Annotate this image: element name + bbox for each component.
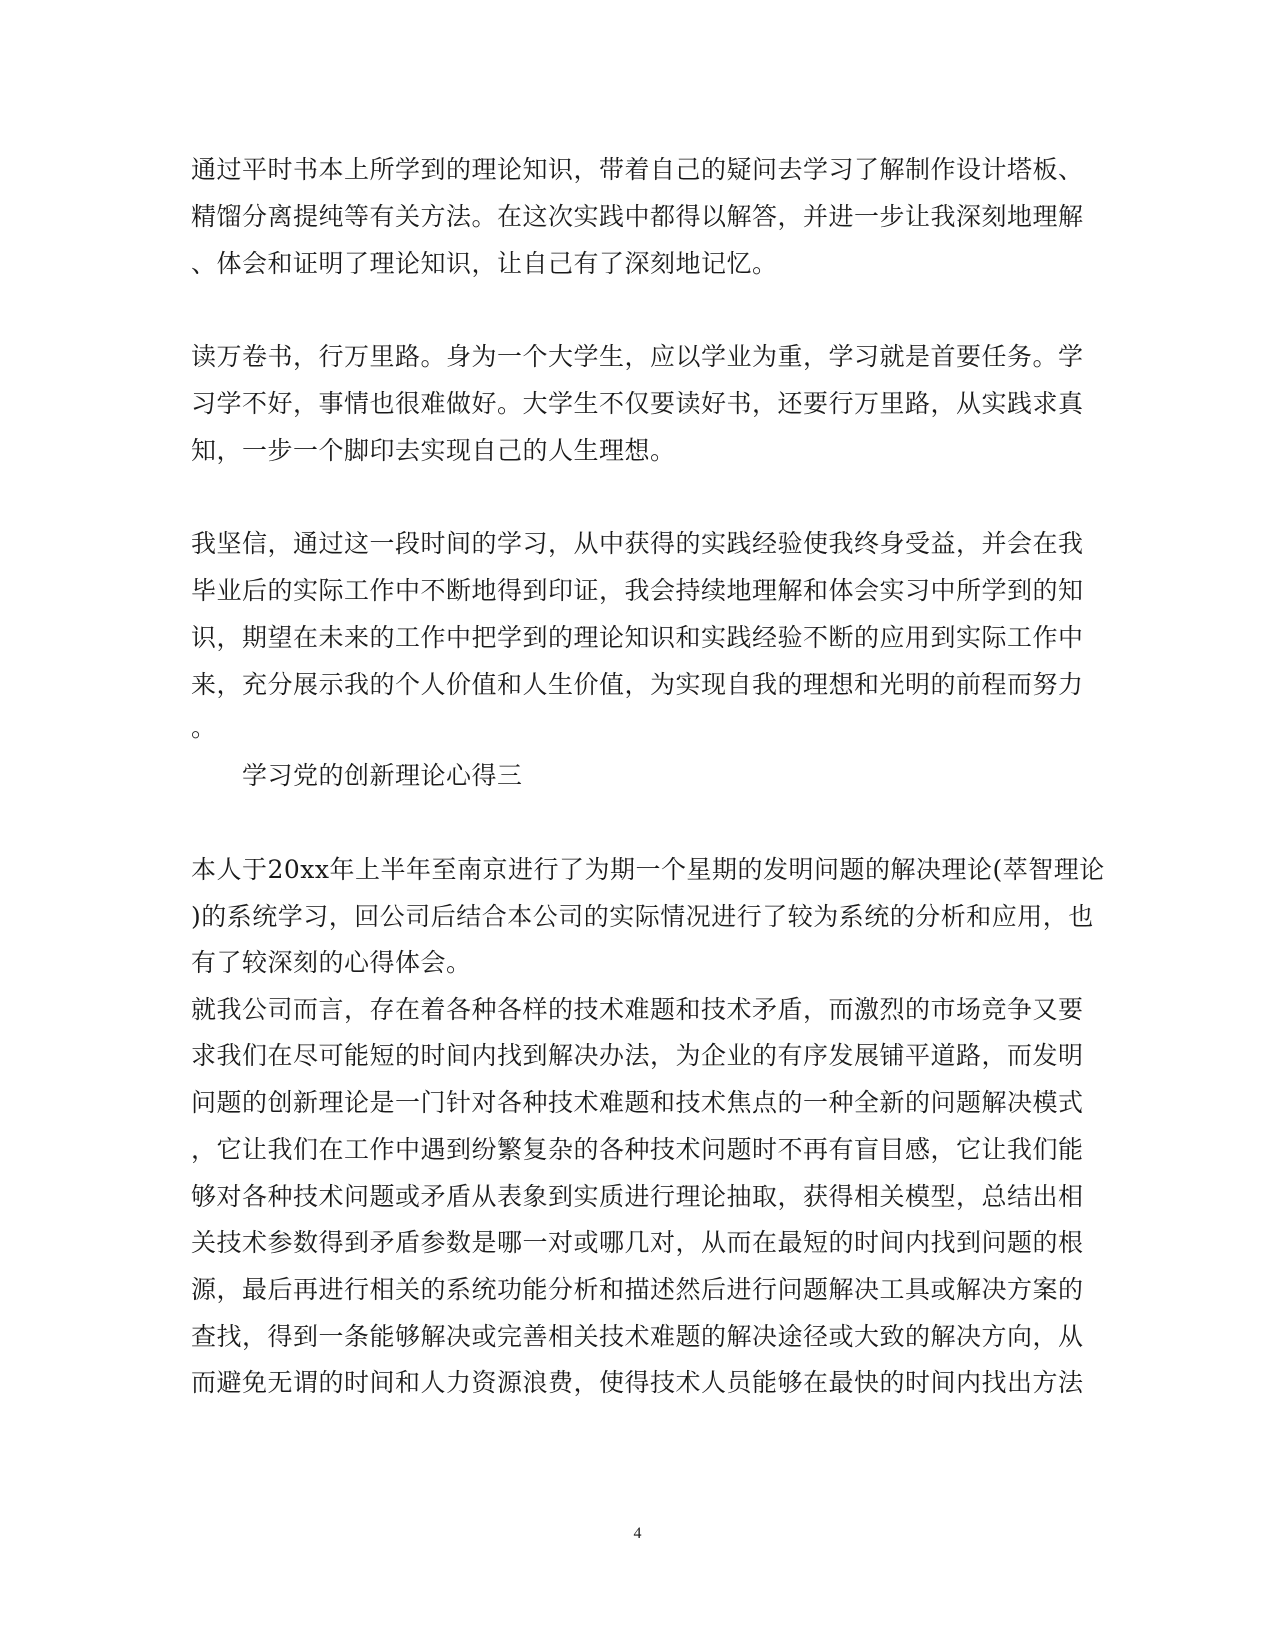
paragraph-5-line-9: 而避免无谓的时间和人力资源浪费，使得技术人员能够在最快的时间内找出方法 [191, 1368, 1084, 1397]
paragraph-5-line-8: 查找，得到一条能够解决或完善相关技术难题的解决途径或大致的解决方向，从 [191, 1322, 1084, 1351]
paragraph-5-line-4: ，它让我们在工作中遇到纷繁复杂的各种技术问题时不再有盲目感，它让我们能 [191, 1135, 1084, 1164]
section-title: 学习党的创新理论心得三 [242, 761, 523, 790]
paragraph-3-line-3: 识，期望在未来的工作中把学到的理论知识和实践经验不断的应用到实际工作中 [191, 623, 1084, 652]
paragraph-3-line-4: 来，充分展示我的个人价值和人生价值，为实现自我的理想和光明的前程而努力 [191, 670, 1084, 699]
paragraph-5-line-3: 问题的创新理论是一门针对各种技术难题和技术焦点的一种全新的问题解决模式 [191, 1088, 1084, 1117]
paragraph-2-line-2: 习学不好，事情也很难做好。大学生不仅要读好书，还要行万里路，从实践求真 [191, 389, 1084, 418]
paragraph-1-line-2: 精馏分离提纯等有关方法。在这次实践中都得以解答，并进一步让我深刻地理解 [191, 202, 1084, 231]
paragraph-4-line-1: 本人于20xx年上半年至南京进行了为期一个星期的发明问题的解决理论(萃智理论 [191, 855, 1105, 884]
paragraph-5-line-6: 关技术参数得到矛盾参数是哪一对或哪几对，从而在最短的时间内找到问题的根 [191, 1228, 1084, 1257]
paragraph-3-line-5: 。 [191, 713, 217, 742]
paragraph-5-line-5: 够对各种技术问题或矛盾从表象到实质进行理论抽取，获得相关模型，总结出相 [191, 1182, 1084, 1211]
paragraph-5-line-1: 就我公司而言，存在着各种各样的技术难题和技术矛盾，而激烈的市场竞争又要 [191, 995, 1084, 1024]
page-number: 4 [633, 1525, 642, 1542]
paragraph-3-line-1: 我坚信，通过这一段时间的学习，从中获得的实践经验使我终身受益，并会在我 [191, 529, 1084, 558]
paragraph-1-line-3: 、体会和证明了理论知识，让自己有了深刻地记忆。 [191, 249, 778, 278]
paragraph-2-line-1: 读万卷书，行万里路。身为一个大学生，应以学业为重，学习就是首要任务。学 [191, 342, 1084, 371]
paragraph-5-line-2: 求我们在尽可能短的时间内找到解决办法，为企业的有序发展铺平道路，而发明 [191, 1041, 1084, 1070]
paragraph-4-line-3: 有了较深刻的心得体会。 [191, 948, 472, 977]
paragraph-1-line-1: 通过平时书本上所学到的理论知识，带着自己的疑问去学习了解制作设计塔板、 [191, 155, 1084, 184]
paragraph-5-line-7: 源，最后再进行相关的系统功能分析和描述然后进行问题解决工具或解决方案的 [191, 1275, 1084, 1304]
paragraph-2-line-3: 知，一步一个脚印去实现自己的人生理想。 [191, 436, 676, 465]
paragraph-4-line-2: )的系统学习，回公司后结合本公司的实际情况进行了较为系统的分析和应用，也 [191, 902, 1094, 931]
paragraph-3-line-2: 毕业后的实际工作中不断地得到印证，我会持续地理解和体会实习中所学到的知 [191, 576, 1084, 605]
